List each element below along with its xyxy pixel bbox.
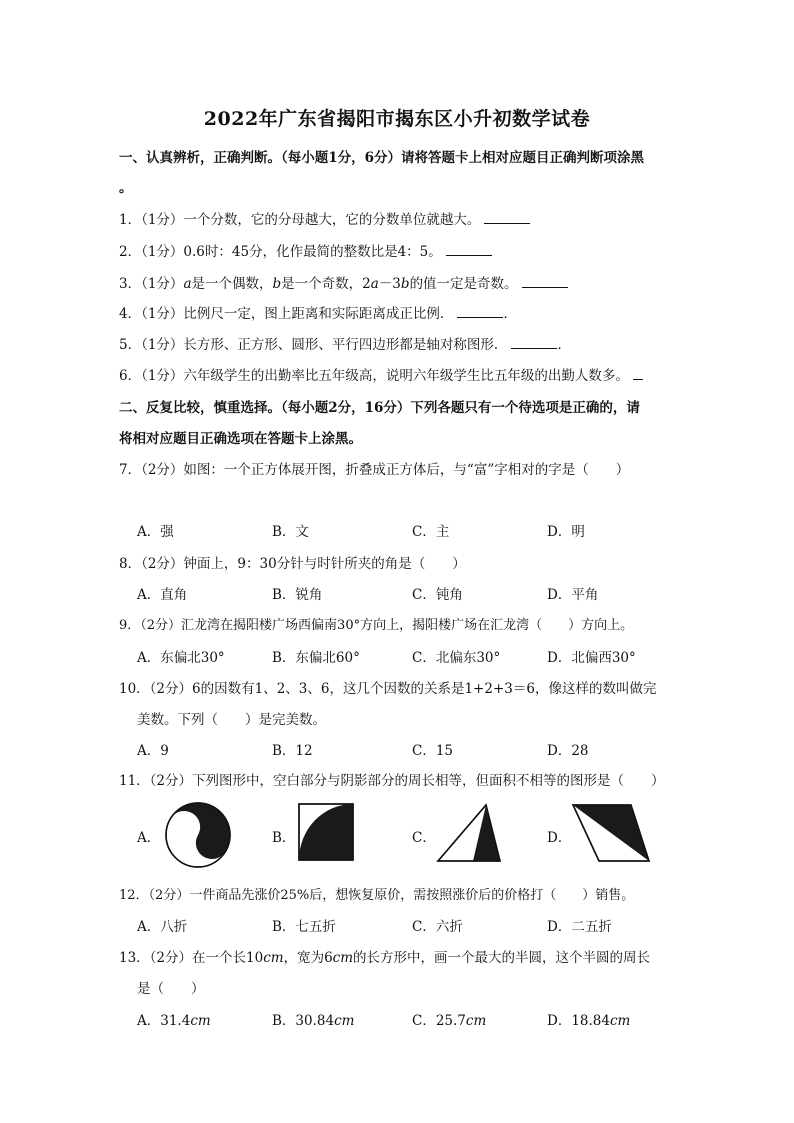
var-b: b — [400, 276, 410, 292]
question-3-text: 是一个偶数， — [191, 276, 273, 292]
unit-cm: cm — [332, 950, 354, 966]
question-13-text — [119, 946, 650, 966]
q10-option-b[interactable]: B．12 — [272, 743, 313, 759]
question-11-text: 11．（2分）下列图形中，空白部分与阴影部分的周长相等，但面积不相等的图形是（ ） — [119, 773, 665, 789]
q9-option-d[interactable]: D．北偏西30° — [547, 650, 636, 666]
q7-option-c[interactable]: C．主 — [412, 524, 450, 540]
q8-option-c[interactable]: C．钝角 — [412, 587, 463, 603]
q13-option-c[interactable] — [412, 1009, 486, 1029]
answer-blank — [511, 336, 557, 349]
option-label: C．25.7 — [412, 1013, 466, 1029]
q7-option-d[interactable]: D．明 — [547, 524, 585, 540]
q12-option-b[interactable]: B．七五折 — [272, 919, 336, 935]
question-13-text-a: 13．（2分）在一个长10 — [119, 950, 264, 966]
q9-option-b[interactable]: B．东偏北60° — [272, 650, 360, 666]
question-3-text: －3 — [378, 276, 401, 292]
question-3-text: 是一个奇数，2 — [281, 276, 371, 292]
answer-blank — [633, 367, 643, 380]
question-1 — [119, 208, 530, 228]
section1-heading-cont: 。 — [119, 180, 133, 196]
question-2-text: 2．（1分）0.6时：45分，化作最简的整数比是4：5。 — [119, 244, 442, 260]
q10-option-d[interactable]: D．28 — [547, 743, 589, 759]
q12-option-a[interactable]: A．八折 — [137, 919, 188, 935]
question-9-text: 9．（2分）汇龙湾在揭阳楼广场西偏南30°方向上，揭阳楼广场在汇龙湾（ ）方向上。 — [119, 618, 634, 633]
var-a: a — [370, 276, 379, 292]
answer-blank — [446, 243, 492, 256]
question-6-text: 6．（1分）六年级学生的出勤率比五年级高，说明六年级学生比五年级的出勤人数多。 — [119, 368, 629, 384]
question-1-text: 1．（1分）一个分数，它的分母越大，它的分数单位就越大。 — [119, 212, 481, 228]
unit-cm: cm — [334, 1013, 355, 1029]
q13-option-d[interactable] — [547, 1009, 630, 1029]
q9-option-c[interactable]: C．北偏东30° — [412, 650, 501, 666]
q11-option-c[interactable]: C． — [412, 830, 436, 846]
question-4 — [119, 302, 517, 322]
q8-option-d[interactable]: D．平角 — [547, 587, 599, 603]
q7-option-b[interactable]: B．文 — [272, 524, 309, 540]
q11-option-d[interactable]: D． — [547, 830, 572, 846]
question-13-text-cont: 是（ ） — [137, 981, 205, 997]
var-b: b — [272, 276, 282, 292]
question-8-text: 8．（2分）钟面上，9：30分针与时针所夹的角是（ ） — [119, 556, 466, 572]
trapezoid-figure — [571, 803, 651, 863]
q10-option-a[interactable]: A．9 — [137, 743, 169, 759]
q10-option-c[interactable]: C．15 — [412, 743, 454, 759]
q7-option-a[interactable]: A．强 — [137, 524, 174, 540]
question-3-text: 的值一定是奇数。 — [409, 276, 518, 292]
option-label: B．30.84 — [272, 1013, 335, 1029]
q12-option-c[interactable]: C．六折 — [412, 919, 463, 935]
q13-option-b[interactable] — [272, 1009, 354, 1029]
question-13-text-b: ，宽为6 — [283, 950, 333, 966]
q12-option-d[interactable]: D．二五折 — [547, 919, 612, 935]
answer-blank — [457, 305, 503, 318]
section2-heading: 二、反复比较，慎重选择。（每小题2分，16分）下列各题只有一个待选项是正确的，请 — [119, 400, 640, 416]
question-5 — [119, 333, 571, 353]
question-5-end: ． — [557, 337, 571, 353]
q11-option-a[interactable]: A． — [137, 830, 161, 846]
unit-cm: cm — [609, 1013, 631, 1029]
answer-blank — [484, 211, 530, 224]
question-5-text: 5．（1分）长方形、正方形、圆形、平行四边形都是轴对称图形． — [119, 337, 508, 353]
question-10-text: 10．（2分）6的因数有1、2、3、6，这几个因数的关系是1+2+3＝6，像这样的数叫做完 — [119, 681, 657, 697]
question-12-text: 12．（2分）一件商品先涨价25%后，想恢复原价，需按照涨价后的价格打（ ）销售。 — [119, 888, 635, 903]
unit-cm: cm — [263, 950, 284, 966]
question-4-text: 4．（1分）比例尺一定，图上距离和实际距离成正比例． — [119, 306, 454, 322]
unit-cm: cm — [465, 1013, 487, 1029]
quarter-circle-square-figure — [298, 803, 354, 861]
q9-option-a[interactable]: A．东偏北30° — [137, 650, 225, 666]
answer-blank — [522, 275, 568, 288]
var-a: a — [183, 276, 192, 292]
question-3 — [119, 272, 568, 292]
unit-cm: cm — [190, 1013, 211, 1029]
question-7-text: 7．（2分）如图：一个正方体展开图，折叠成正方体后，与“富”字相对的字是（ ） — [119, 462, 630, 478]
q13-option-a[interactable] — [137, 1009, 211, 1029]
q11-option-b[interactable]: B． — [272, 830, 296, 846]
yin-yang-figure — [163, 801, 233, 869]
q8-option-a[interactable]: A．直角 — [137, 587, 188, 603]
question-6 — [119, 364, 643, 384]
question-4-end: ． — [503, 306, 517, 322]
q8-option-b[interactable]: B．锐角 — [272, 587, 323, 603]
option-label: D．18.84 — [547, 1013, 610, 1029]
question-3-prefix: 3．（1分） — [119, 276, 184, 292]
question-13-text-c: 的长方形中，画一个最大的半圆，这个半圆的周长 — [353, 950, 651, 966]
triangle-figure — [436, 803, 502, 863]
page-title: 2022年广东省揭阳市揭东区小升初数学试卷 — [203, 108, 591, 130]
section2-heading-cont: 将相对应题目正确选项在答题卡上涂黑。 — [119, 431, 362, 447]
option-label: A．31.4 — [137, 1013, 191, 1029]
question-2 — [119, 240, 492, 260]
question-10-text-cont: 美数。下列（ ）是完美数。 — [137, 712, 326, 728]
section1-heading: 一、认真辨析，正确判断。（每小题1分，6分）请将答题卡上相对应题目正确判断项涂黑 — [119, 150, 645, 166]
